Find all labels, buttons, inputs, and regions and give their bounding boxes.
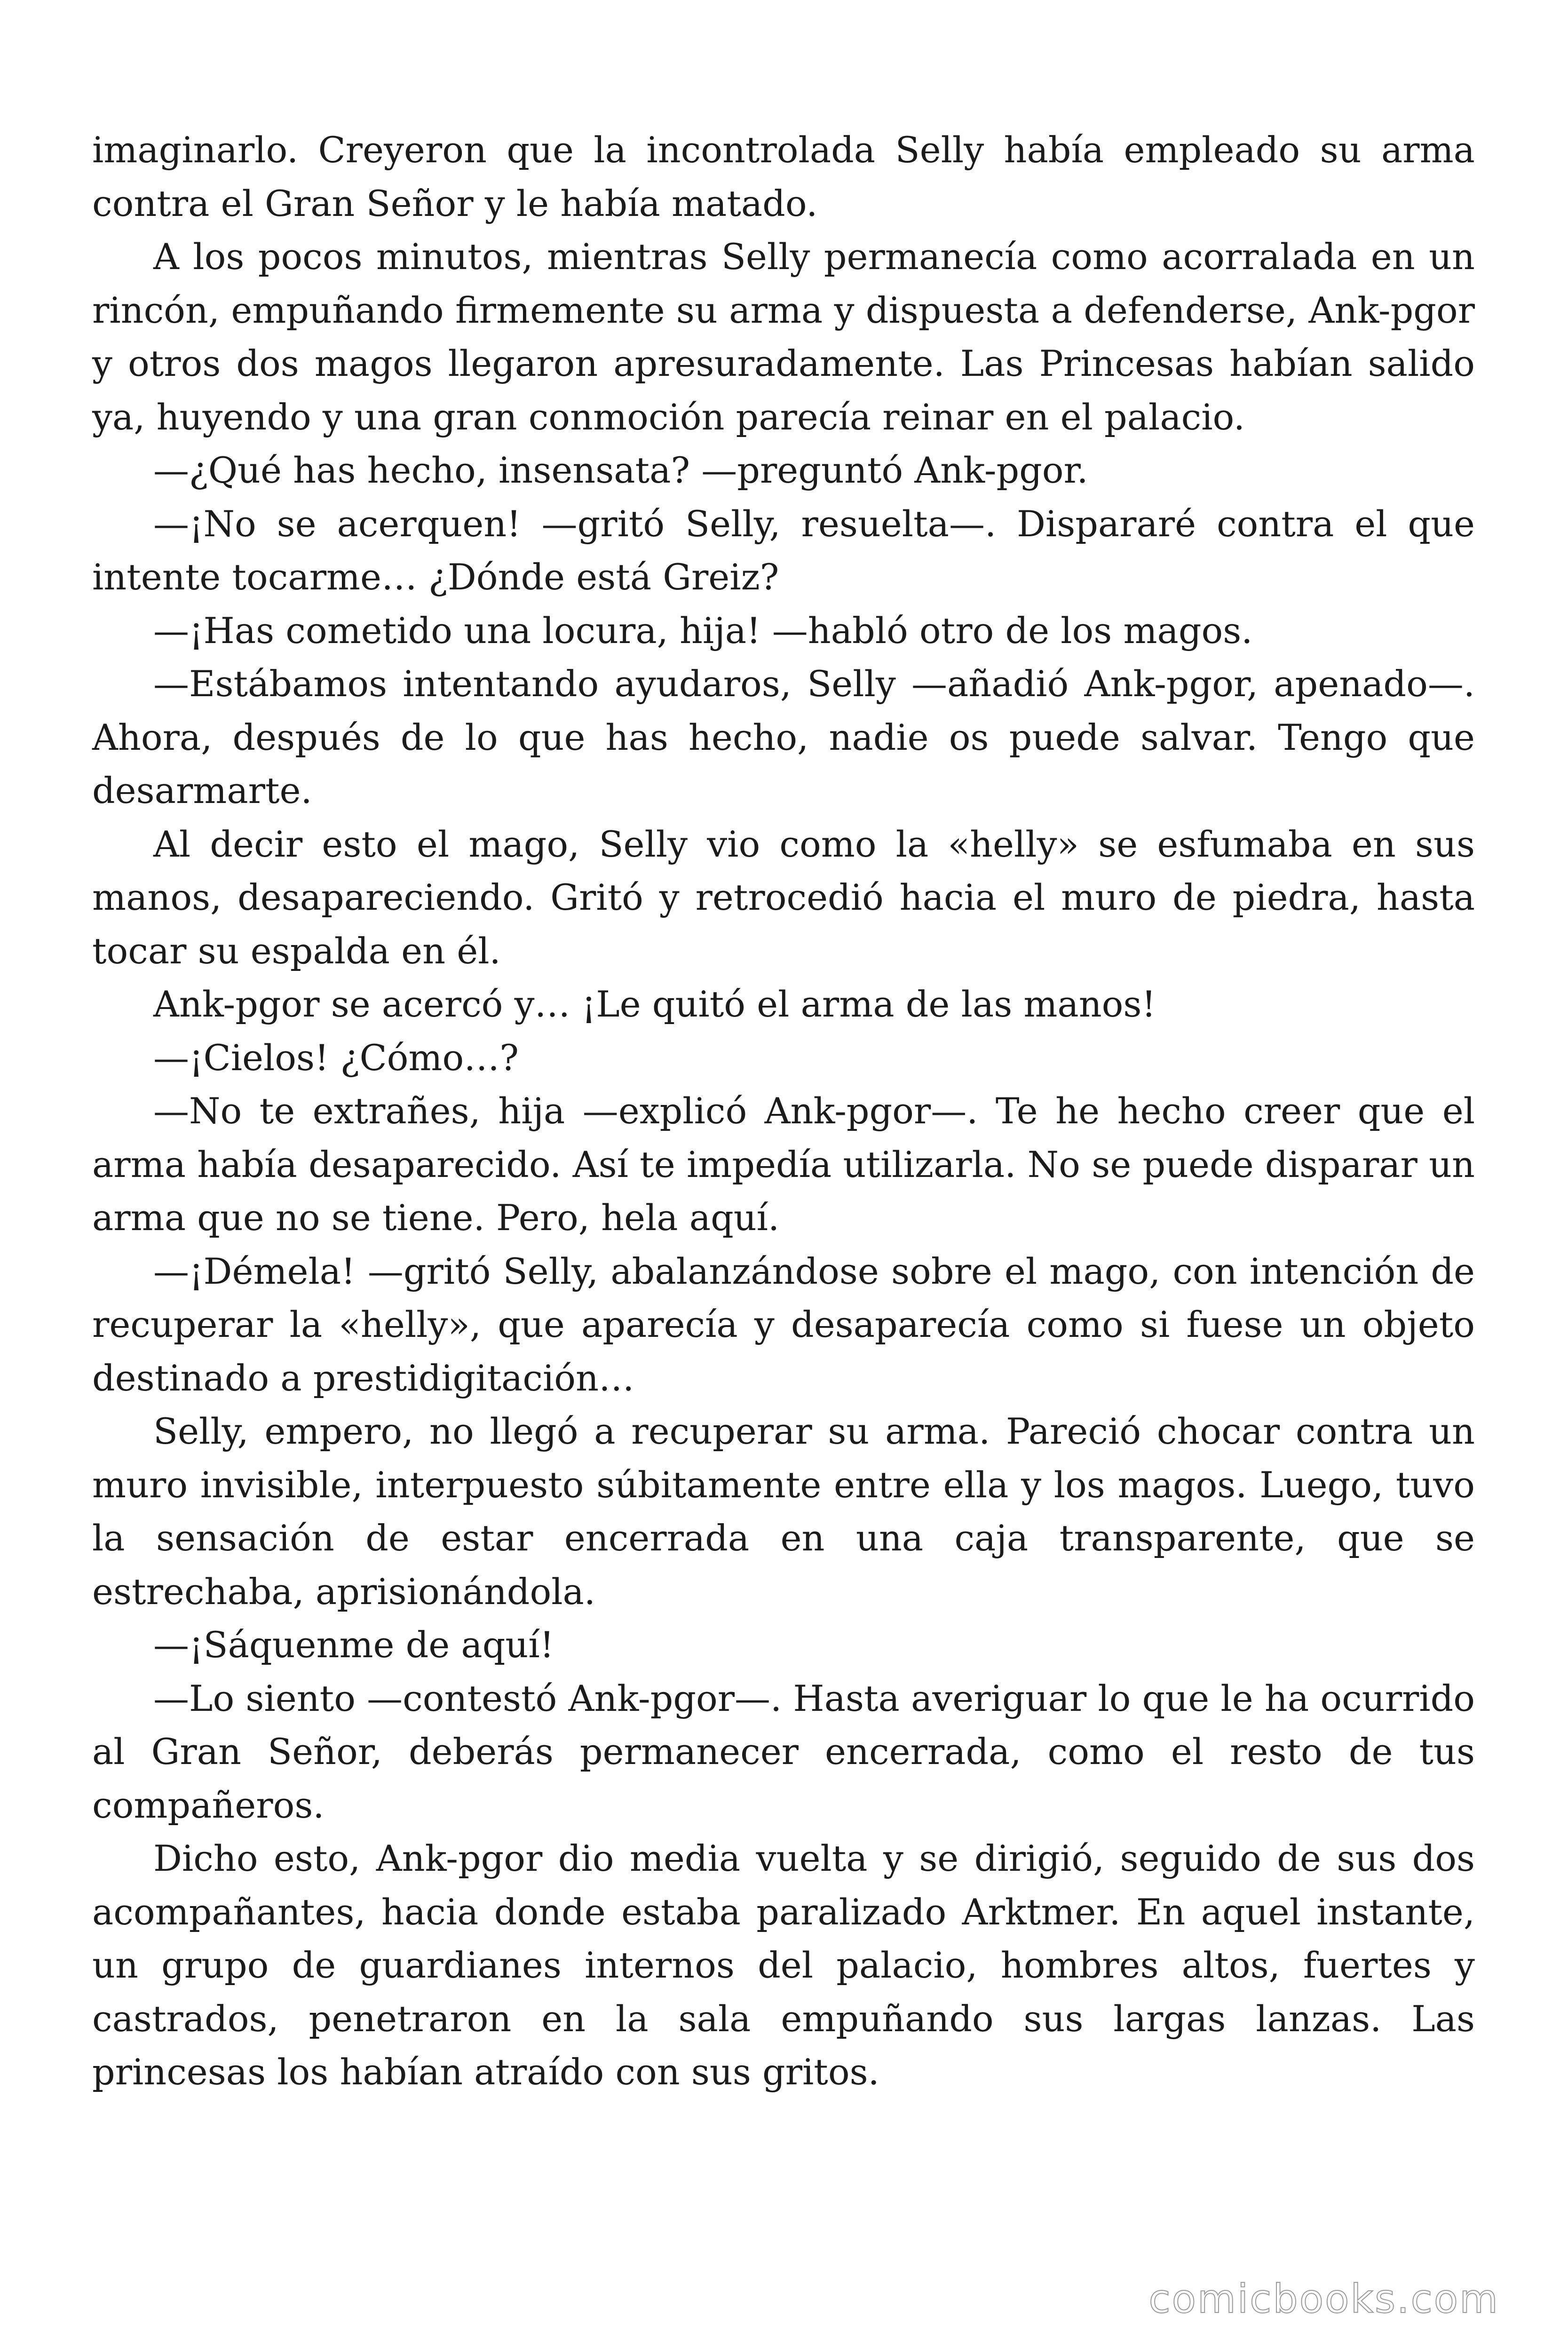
paragraph: Dicho esto, Ank-pgor dio media vuelta y se dirigió, seguido de sus dos acompañantes, hacia donde estaba paralizado Arktmer. En aquel instante, un grupo de guardianes internos del palacio, hombres altos, fuertes y castrados, penetraron en la sala empuñando sus largas lanzas. Las princesas los habían atraído con sus gritos. bbox=[92, 1837, 1475, 2093]
paragraph-continuation: imaginarlo. Creyeron que la incontrolada Selly había empleado su arma contra el Gran Señor y le había matado. bbox=[92, 129, 1475, 224]
watermark: comicbooks.com bbox=[1148, 2276, 1499, 2322]
paragraph: —Lo siento —contestó Ank-pgor—. Hasta averiguar lo que le ha ocurrido al Gran Señor, deberás permanecer encerrada, como el resto de tus compañeros. bbox=[92, 1677, 1475, 1826]
paragraph: Ank-pgor se acercó y… ¡Le quitó el arma de las manos! bbox=[153, 983, 1156, 1025]
paragraph: Selly, empero, no llegó a recuperar su arma. Pareció chocar contra un muro invisible, interpuesto súbitamente entre ella y los magos. Luego, tuvo la sensación de estar encerrada en una caja transparente, que se estrechaba, aprisionándola. bbox=[92, 1410, 1475, 1613]
paragraph: —¿Qué has hecho, insensata? —preguntó Ank-pgor. bbox=[153, 449, 1088, 491]
paragraph: —¡Démela! —gritó Selly, abalanzándose sobre el mago, con intención de recuperar la «helly», que aparecía y desaparecía como si fuese un objeto destinado a prestidigitación… bbox=[92, 1250, 1475, 1399]
paragraph: —¡Cielos! ¿Cómo…? bbox=[153, 1036, 519, 1079]
paragraph: Al decir esto el mago, Selly vio como la «helly» se esfumaba en sus manos, desapareciendo. Gritó y retrocedió hacia el muro de piedra, hasta tocar su espalda en él. bbox=[92, 823, 1475, 972]
page-text bbox=[92, 123, 1475, 2099]
paragraph: —¡Sáquenme de aquí! bbox=[153, 1624, 554, 1666]
paragraph: —No te extrañes, hija —explicó Ank-pgor—. Te he hecho creer que el arma había desaparecido. Así te impedía utilizarla. No se puede disparar un arma que no se tiene. Pero, hela aquí. bbox=[92, 1090, 1475, 1239]
paragraph: —¡Has cometido una locura, hija! —habló otro de los magos. bbox=[153, 609, 1253, 652]
paragraph: —Estábamos intentando ayudaros, Selly —añadió Ank-pgor, apenado—. Ahora, después de lo que has hecho, nadie os puede salvar. Tengo que desarmarte. bbox=[92, 663, 1475, 811]
paragraph: A los pocos minutos, mientras Selly permanecía como acorralada en un rincón, empuñando firmemente su arma y dispuesta a defenderse, Ank-pgor y otros dos magos llegaron apresuradamente. Las Princesas habían salido ya, huyendo y una gran conmoción parecía reinar en el palacio. bbox=[92, 236, 1475, 438]
paragraph: —¡No se acerquen! —gritó Selly, resuelta—. Dispararé contra el que intente tocarme… ¿Dónde está Greiz? bbox=[92, 502, 1475, 598]
